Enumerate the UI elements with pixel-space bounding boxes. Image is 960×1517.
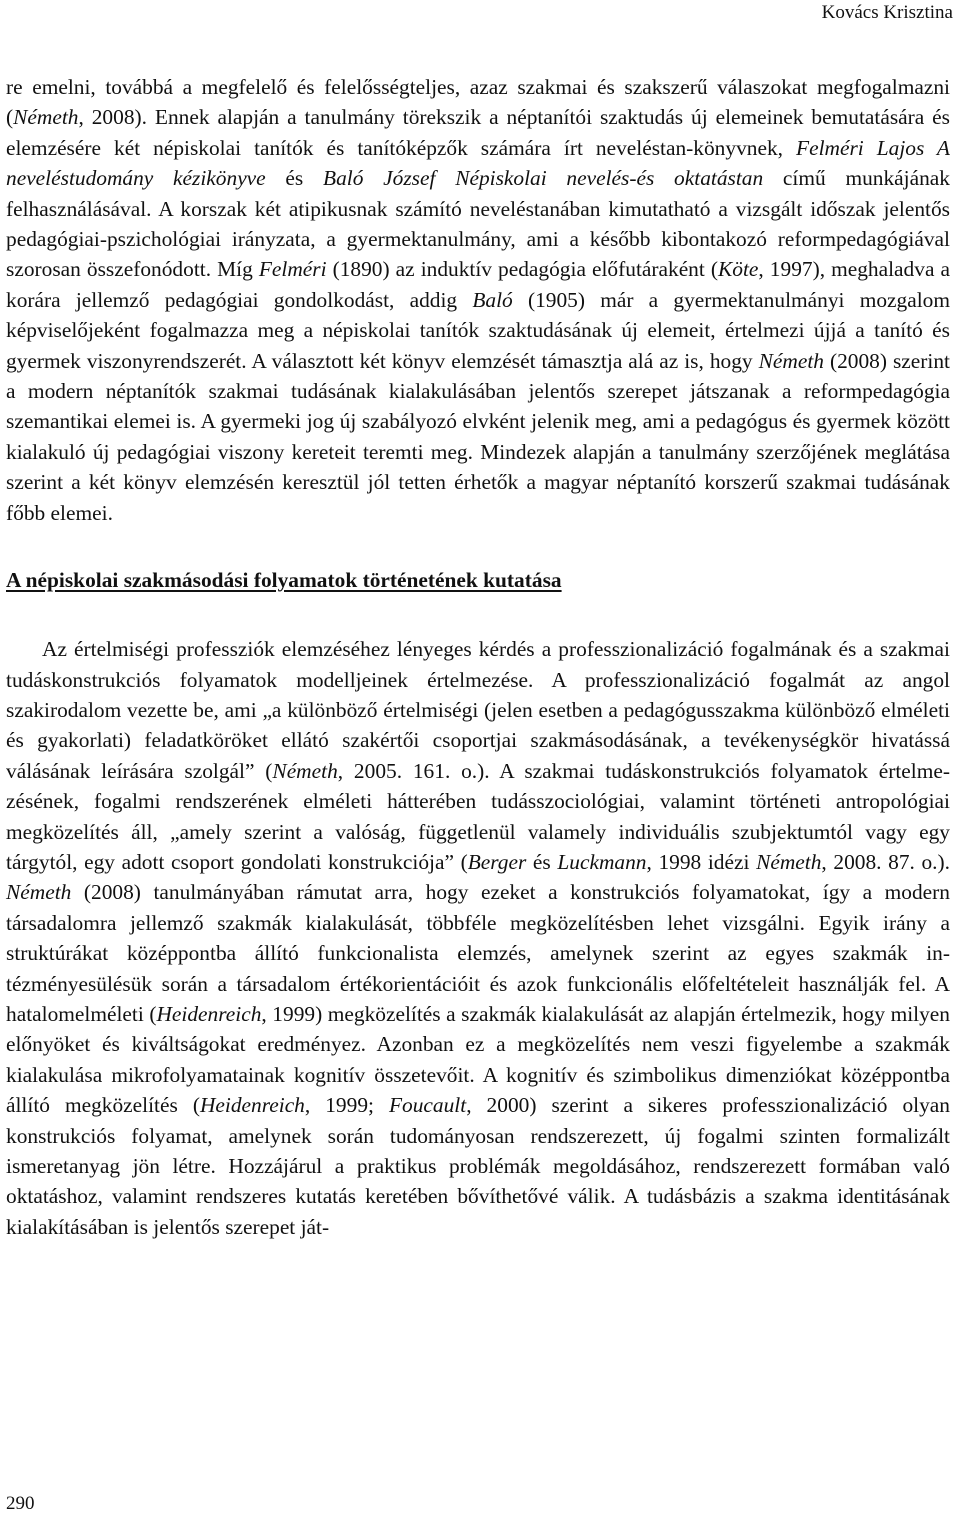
italic-run: Felméri	[258, 257, 327, 282]
page-body	[6, 72, 950, 1242]
text-run: (1890) az induktív pedagógia előfutáraként (	[326, 257, 718, 282]
italic-run: Baló József Népiskolai nevelés-és oktatástan	[323, 166, 764, 191]
italic-run: Berger	[467, 849, 527, 874]
italic-run: Foucault	[388, 1093, 467, 1118]
text-run: , 1999;	[304, 1093, 389, 1118]
text-run: (2008) tanulmányában rámutat arra, hogy ezeket a konstrukciós folyamatokat, így a modern társadalomra jellemző szakmák kialakulását, többféle megközelítésben lehet vizsgálni. Egyik irány a struktúrákat középpontba állító funkcionalista elemzés, amelynek szerint az egyes szakmák intézményesülésük során a társadalom értékorientációit és azok funkcionális előfeltételeit használják fel. A hatalomelméleti (	[6, 880, 950, 1026]
text-run: , 2008. 87. o.).	[821, 849, 950, 874]
section-heading: A népiskolai szakmásodási folyamatok történetének kutatása	[6, 568, 562, 593]
text-run: című munkájának felhasználásával. A korszak két atipikusnak számító neveléstanában kimutatható a vizsgált időszak jelentős pedagógiai-pszichológiai irányzata, a gyermektanulmány, ami a később kibontakozó reformpedagógiával szorosan összefonódott. Míg	[6, 166, 950, 282]
text-run: (1905) már a gyermektanulmányi mozgalom képviselőjeként fogalmazza meg a népiskolai tanítók szaktudásának új elemeit, értelmezi újjá a tanító és gyermek viszonyrendszerét. A választott két könyv elemzését támasztja alá az is, hogy	[6, 287, 950, 373]
italic-run: Heidenreich	[199, 1093, 305, 1118]
page-number: 290	[6, 1493, 35, 1514]
text-run: és	[265, 166, 324, 191]
text-run: és	[526, 849, 558, 874]
italic-run: Németh	[6, 880, 72, 905]
italic-run: Heidenreich	[156, 1001, 262, 1026]
running-head: Kovács Krisztina	[821, 2, 953, 23]
text-run: re emelni, továbbá a megfelelő és felelősségteljes, azaz szakmai és szakszerű válaszokat megfogalmazni (	[6, 75, 950, 130]
italic-run: Baló	[472, 287, 513, 312]
italic-run: Luckmann	[557, 849, 647, 874]
text-run: , 2000) szerint a sikeres professzionalizáció olyan konstrukciós folyamat, amelynek során tudományosan rendszerezett, új fogalmi szinten formalizált ismeretanyag jön létre. Hozzájárul a praktikus problémák megoldásához, rendszerezett formában való oktatáshoz, valamint rendszeres kutatás keretében bővíthetővé válik. A tudásbázis a szakma identitásának kialakításában is jelentős szerepet ját-	[6, 1093, 950, 1239]
italic-run: Németh	[272, 758, 338, 783]
text-run: , 1999) megközelítés a szakmák kialakulását az alapján értelmezik, hogy milyen előnyöket és kiváltságokat eredményez. Azonban ez a megközelítés nem veszi figyelembe a szakmák kialakulása mikrofolyamatainak kognitív összetevőit. A kognitív és szimbolikus dimenziókat középpontba állító megközelítés (	[6, 1001, 950, 1118]
text-run: Az értelmiségi professziók elemzéséhez lényeges kérdés a professzionalizáció fogalmának és a szakmai tudáskonstrukciós folyamatok modelljeinek értelmezése. A professzionalizáció fogalmát az angol szakirodalom vezette be, ami „a különböző értelmiségi (jelen esetben a pedagógusszakma különböző elméleti és gyakorlati) feladatköröket ellátó szakértői csoportjai szakmásodásának, a tevékenységkör hivatássá válásának leírására szolgál” (	[6, 637, 950, 783]
italic-run: Köte	[718, 257, 759, 282]
text-run: (2008) szerint a modern néptanítók szakmai tudásának kialakulásában jelentős szerepet játszanak a reformpedagógia szemantikai elemei is. A gyermeki jog új szabályozó elvként jelenik meg, ami a pedagógus és gyermek között kialakuló új pedagógiai viszony kereteit teremti meg. Mindezek alapján a tanulmány szerzőjének meglátása szerint a két könyv elemzésén keresztül jól tetten érhetők a magyar néptanító korszerű szakmai tudásának főbb elemei.	[6, 348, 950, 525]
italic-run: Felméri Lajos A neveléstudomány kézikönyve	[6, 135, 950, 191]
italic-run: Németh	[756, 849, 822, 874]
text-run: , 2008). Ennek alapján a tanulmány törekszik a néptanítói szaktudás új elemeinek bemutatására és elemzésére két népiskolai tanítók és tanítóképzők számára írt neveléstan-könyvnek,	[6, 105, 950, 160]
text-run: , 1997), meghaladva a korára jellemző pedagógiai gondolkodást, addig	[6, 257, 950, 312]
italic-run: Németh	[758, 348, 824, 373]
body-paragraph-1	[6, 72, 950, 528]
text-run: , 1998 idézi	[646, 849, 757, 874]
text-run: , 2005. 161. o.). A szakmai tudáskonstrukciós folyamatok értelmezésének, fogalmi rendszerének elméleti hátterében tudásszociológiai, valamint történeti antropológiai megközelítés áll, „amely szerint a valóság, függetlenül valamely individuális szubjektumtól vagy egy tárgytól, egy adott csoport gondolati konstrukciója” (	[6, 758, 951, 874]
italic-run: Németh	[13, 105, 79, 130]
body-paragraph-2	[6, 634, 950, 1242]
